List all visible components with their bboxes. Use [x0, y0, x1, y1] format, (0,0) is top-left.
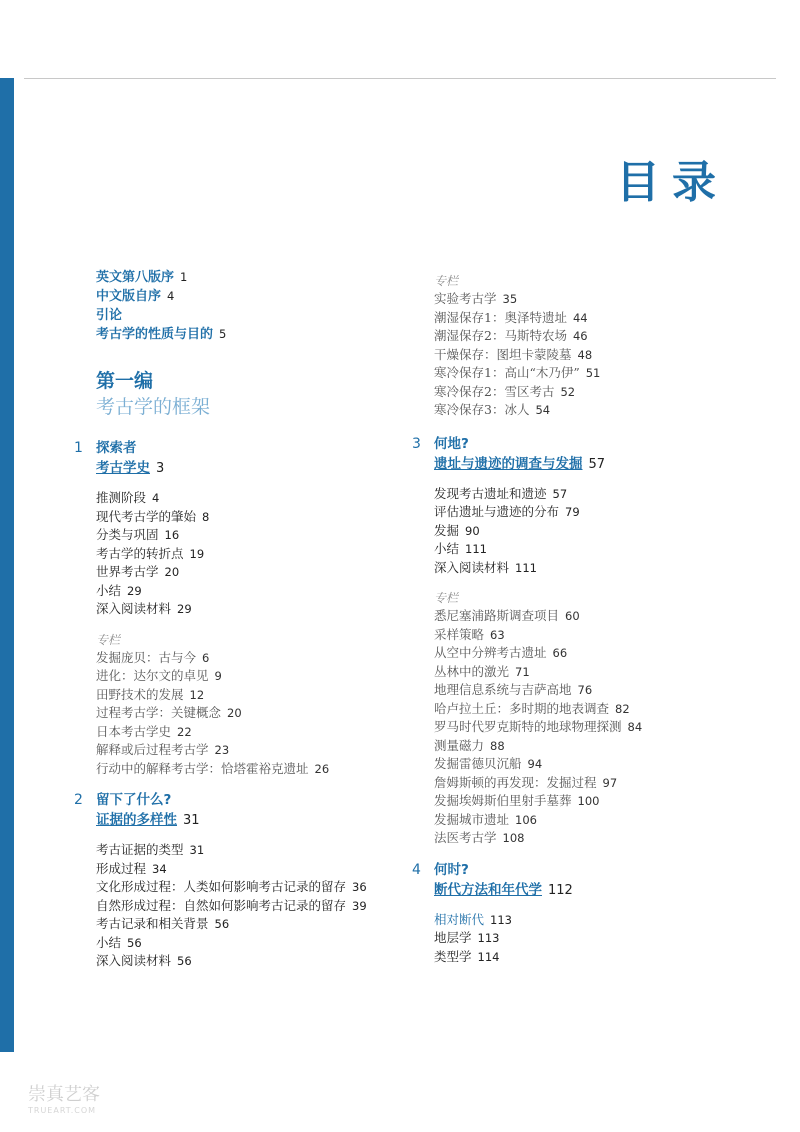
page-title: 目录: [616, 157, 728, 208]
box-entry[interactable]: 潮湿保存2：马斯特农场 46: [434, 328, 588, 343]
subsection-heading[interactable]: 相对断代 113: [434, 911, 512, 927]
box-entry[interactable]: 詹姆斯顿的再发现：发掘过程 97: [434, 774, 618, 790]
front-entry-intro[interactable]: 引论: [96, 308, 123, 323]
box-entry[interactable]: 进化：达尔文的卓见 9: [96, 668, 222, 683]
toc-entry[interactable]: 形成过程 34: [96, 860, 167, 876]
toc-entry[interactable]: 小结 111: [434, 541, 487, 556]
box-entry[interactable]: 法医考古学 108: [434, 830, 525, 845]
box-entry[interactable]: 日本考古学史 22: [96, 723, 192, 739]
box-entry[interactable]: 潮湿保存1：奥泽特遗址 44: [434, 309, 588, 325]
box-entry[interactable]: 发掘庞贝：古与今 6: [96, 649, 210, 665]
chapter-title[interactable]: 断代方法和年代学 112: [434, 881, 573, 898]
toc-entry[interactable]: 小结 29: [96, 582, 142, 598]
side-color-bar: [0, 78, 14, 1052]
chapter-4: [412, 860, 792, 967]
chapter-label: 何时?: [434, 861, 469, 878]
chapter-title[interactable]: 考古学史 3: [96, 460, 165, 476]
chapter-label: 留下了什么?: [96, 792, 172, 808]
toc-entry[interactable]: 发现考古遗址和遗迹 57: [434, 485, 568, 501]
toc-entry[interactable]: 评估遗址与遗迹的分布 79: [434, 504, 580, 519]
box-entry[interactable]: 发掘雷德贝沉船 94: [434, 756, 543, 771]
chapter-number: 1: [74, 440, 83, 456]
watermark: 崇真艺客 TRUEART.COM: [28, 1084, 100, 1115]
box-heading: 专栏: [96, 632, 121, 647]
toc-left-column: [74, 268, 404, 971]
box-entry[interactable]: 悉尼塞浦路斯调查项目 60: [434, 608, 580, 623]
box-entry[interactable]: 发掘城市遗址 106: [434, 811, 537, 827]
front-entry-preface-cn[interactable]: 中文版自序 4: [96, 289, 175, 304]
chapter-3: [412, 434, 792, 848]
toc-right-column: [412, 268, 792, 966]
chapter-title[interactable]: 遗址与遗迹的调查与发掘 57: [434, 455, 606, 472]
box-entry[interactable]: 解释或后过程考古学 23: [96, 742, 230, 757]
toc-entry[interactable]: 深入阅读材料 56: [96, 953, 192, 968]
box-entry[interactable]: 寒冷保存3：冰人 54: [434, 402, 551, 417]
chapter-number: 2: [74, 792, 83, 808]
chapter-label: 何地?: [434, 435, 469, 452]
box-heading: 专栏: [434, 591, 459, 605]
box-entry[interactable]: 寒冷保存1：高山“木乃伊” 51: [434, 365, 601, 380]
top-rule: [24, 78, 776, 79]
toc-entry[interactable]: 考古记录和相关背景 56: [96, 916, 230, 931]
part-title: 考古学的框架: [96, 396, 211, 418]
toc-entry[interactable]: 深入阅读材料 111: [434, 559, 537, 575]
toc-entry[interactable]: 文化形成过程：人类如何影响考古记录的留存 36: [96, 879, 367, 894]
box-entry[interactable]: 过程考古学：关键概念 20: [96, 705, 242, 720]
box-entry[interactable]: 寒冷保存2：雪区考古 52: [434, 383, 576, 399]
box-entry[interactable]: 从空中分辨考古遗址 66: [434, 645, 568, 660]
chapter-2: [74, 790, 404, 971]
chapter-number: 3: [412, 435, 421, 452]
box-entry[interactable]: 哈卢拉土丘：多时期的地表调查 82: [434, 700, 630, 716]
box-entry[interactable]: 地理信息系统与吉萨高地 76: [434, 682, 593, 697]
toc-entry[interactable]: 发掘 90: [434, 522, 480, 538]
toc-entry[interactable]: 考古学的转折点 19: [96, 545, 205, 561]
box-entry[interactable]: 行动中的解释考古学：恰塔霍裕克遗址 26: [96, 760, 330, 776]
box-entry[interactable]: 采样策略 63: [434, 626, 505, 642]
toc-entry[interactable]: 现代考古学的肇始 8: [96, 508, 210, 524]
box-entry[interactable]: 测量磁力 88: [434, 737, 505, 753]
box-heading: 专栏: [434, 274, 459, 288]
box-entry[interactable]: 实验考古学 35: [434, 291, 518, 306]
box-entry[interactable]: 丛林中的激光 71: [434, 663, 530, 679]
chapter-label: 探索者: [96, 440, 137, 456]
box-entry[interactable]: 干燥保存：图坦卡蒙陵墓 48: [434, 346, 593, 362]
toc-entry[interactable]: 自然形成过程：自然如何影响考古记录的留存 39: [96, 897, 367, 913]
toc-entry[interactable]: 小结 56: [96, 934, 142, 950]
box-entry[interactable]: 罗马时代罗克斯特的地球物理探测 84: [434, 719, 643, 734]
chapter-1: [74, 438, 404, 778]
toc-entry[interactable]: 世界考古学 20: [96, 564, 180, 579]
box-entry[interactable]: 田野技术的发展 12: [96, 686, 205, 702]
toc-entry[interactable]: 分类与巩固 16: [96, 527, 180, 542]
front-entry-nature[interactable]: 考古学的性质与目的 5: [96, 327, 227, 342]
chapter-title[interactable]: 证据的多样性 31: [96, 812, 200, 828]
toc-entry[interactable]: 地层学 113: [434, 930, 500, 945]
toc-entry[interactable]: 考古证据的类型 31: [96, 842, 205, 857]
front-entry-preface-en[interactable]: 英文第八版序 1: [96, 270, 188, 285]
box-entry[interactable]: 发掘埃姆斯伯里射手墓葬 100: [434, 793, 600, 808]
part-label: 第一编: [96, 370, 154, 392]
toc-entry[interactable]: 深入阅读材料 29: [96, 601, 192, 616]
toc-entry[interactable]: 类型学 114: [434, 948, 500, 964]
toc-entry[interactable]: 推测阶段 4: [96, 490, 160, 505]
chapter-number: 4: [412, 861, 421, 878]
